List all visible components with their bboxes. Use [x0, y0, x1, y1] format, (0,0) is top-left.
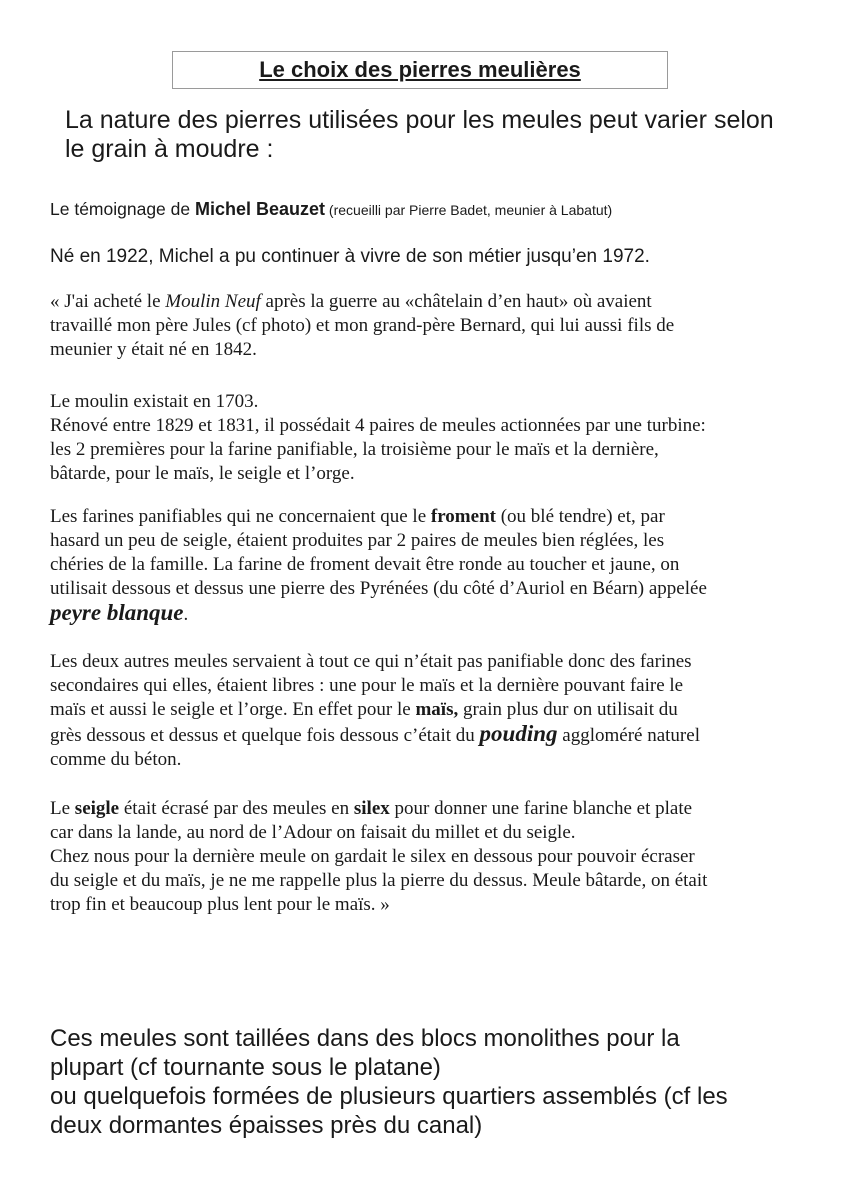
quote-paragraph-4: [50, 650, 810, 772]
text-line: comme du béton.: [50, 749, 182, 770]
quote-paragraph-1: [50, 290, 810, 362]
text-span: aggloméré naturel: [557, 725, 700, 746]
text-line: car dans la lande, au nord de l’Adour on faisait du millet et du seigle.: [50, 822, 576, 843]
text-line: meunier y était né en 1842.: [50, 339, 257, 360]
text-line: Chez nous pour la dernière meule on gardait le silex en dessous pour pouvoir écraser: [50, 846, 695, 867]
bold-term-froment: froment: [430, 506, 496, 527]
text-line: [50, 601, 810, 627]
conclusion-line: Ces meules sont taillées dans des blocs monolithes pour la: [50, 1025, 680, 1052]
text-line: [50, 797, 810, 821]
testimony-prefix: Le témoignage de: [50, 199, 195, 219]
testimony-heading: [50, 198, 830, 221]
text-line: [50, 505, 810, 529]
text-span: pour donner une farine blanche et plate: [389, 798, 693, 819]
witness-name: Michel Beauzet: [194, 199, 326, 219]
text-line: Le moulin existait en 1703.: [50, 391, 259, 412]
quote-paragraph-5: [50, 797, 810, 917]
text-line: [50, 698, 810, 722]
conclusion-line: deux dormantes épaisses près du canal): [50, 1112, 483, 1139]
text-line: trop fin et beaucoup plus lent pour le maïs. »: [50, 894, 390, 915]
text-line: utilisait dessous et dessus une pierre des Pyrénées (du côté d’Auriol en Béarn) appelée: [50, 578, 707, 599]
text-span: « J'ai acheté le: [50, 291, 166, 312]
text-span: grain plus dur on utilisait du: [458, 699, 678, 720]
intro-line: La nature des pierres utilisées pour les meules peut varier selon: [65, 106, 774, 134]
bold-term-silex: silex: [353, 798, 390, 819]
text-span: maïs et aussi le seigle et l’orge. En effet pour le: [50, 699, 416, 720]
quote-paragraph-2: [50, 390, 810, 486]
emphasis-pouding: pouding: [479, 721, 558, 746]
text-span: Le: [50, 798, 75, 819]
text-line: chéries de la famille. La farine de froment devait être ronde au toucher et jaune, on: [50, 554, 680, 575]
intro-paragraph: [65, 106, 825, 164]
title-box: [172, 51, 668, 89]
text-span: après la guerre au «châtelain d’en haut» où avaient: [260, 291, 652, 312]
text-line: les 2 premières pour la farine panifiable, la troisième pour le maïs et la dernière,: [50, 439, 659, 460]
testimony-source: (recueilli par Pierre Badet, meunier à Labatut): [325, 202, 613, 218]
conclusion-line: plupart (cf tournante sous le platane): [50, 1054, 441, 1081]
text-line: travaillé mon père Jules (cf photo) et mon grand-père Bernard, qui lui aussi fils de: [50, 315, 675, 336]
text-line: secondaires qui elles, étaient libres : une pour le maïs et la dernière pouvant faire le: [50, 675, 684, 696]
text-line: Les deux autres meules servaient à tout ce qui n’était pas panifiable donc des farines: [50, 651, 692, 672]
conclusion-line: ou quelquefois formées de plusieurs quartiers assemblés (cf les: [50, 1083, 728, 1110]
bold-term-seigle: seigle: [74, 798, 120, 819]
text-line: bâtarde, pour le maïs, le seigle et l’orge.: [50, 463, 355, 484]
page-title: Le choix des pierres meulières: [259, 57, 581, 82]
text-line: Rénové entre 1829 et 1831, il possédait 4 paires de meules actionnées par une turbine:: [50, 415, 706, 436]
bold-term-mais: maïs,: [415, 699, 459, 720]
intro-line: le grain à moudre :: [65, 135, 274, 163]
text-span: .: [183, 604, 189, 625]
text-line: [50, 722, 810, 748]
emphasis-peyre-blanque: peyre blanque: [50, 600, 184, 625]
text-line: du seigle et du maïs, je ne me rappelle plus la pierre du dessus. Meule bâtarde, on était: [50, 870, 708, 891]
text-span: (ou blé tendre) et, par: [495, 506, 665, 527]
text-span: grès dessous et dessus et quelque fois dessous c’était du: [50, 725, 480, 746]
text-span: Les farines panifiables qui ne concernaient que le: [50, 506, 431, 527]
text-line: hasard un peu de seigle, étaient produites par 2 paires de meules bien réglées, les: [50, 530, 665, 551]
text-span: était écrasé par des meules en: [119, 798, 354, 819]
text-line: [50, 290, 810, 314]
birth-line: Né en 1922, Michel a pu continuer à vivre de son métier jusqu’en 1972.: [50, 246, 650, 267]
mill-name: Moulin Neuf: [165, 291, 261, 312]
conclusion-paragraph: [50, 1024, 830, 1140]
quote-paragraph-3: [50, 505, 810, 627]
